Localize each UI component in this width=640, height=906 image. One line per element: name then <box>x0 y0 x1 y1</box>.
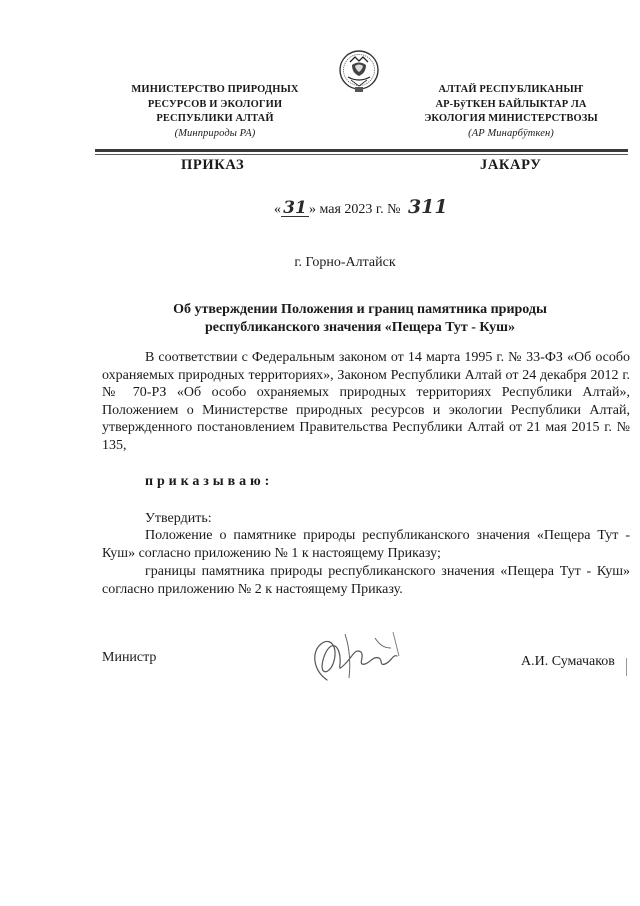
title-line: Об утверждении Положения и границ памятника природы <box>173 302 547 317</box>
ministry-abbreviation: (Минприроды РА) <box>174 127 256 139</box>
ministry-name-line: ЭКОЛОГИЯ МИНИСТЕРСТВОЗЫ <box>424 113 598 124</box>
approval-item: границы памятника природы республиканского значения «Пещера Тут - Куш» согласно приложению № 2 к настоящему Приказу. <box>102 564 630 597</box>
month-year-number-label: мая 2023 г. № <box>316 202 404 217</box>
handwritten-signature <box>305 626 410 686</box>
ministry-name-line: РЕСПУБЛИКИ АЛТАЙ <box>156 113 274 124</box>
order-date-line <box>274 196 448 218</box>
ministry-abbreviation: (АР Минарбÿткен) <box>468 127 554 139</box>
ministry-name-russian <box>108 83 322 141</box>
handwritten-order-number: 311 <box>407 196 448 218</box>
order-directive: приказываю: <box>145 474 274 489</box>
approval-item: Положение о памятнике природы республиканского значения «Пещера Тут - Куш» согласно приложению № 1 к настоящему Приказу; <box>102 528 630 561</box>
order-title-russian: ПРИКАЗ <box>181 157 245 173</box>
republic-altai-coat-of-arms-icon <box>338 49 380 95</box>
ministry-name-line: РЕСУРСОВ И ЭКОЛОГИИ <box>147 98 283 110</box>
ministry-name-line: АЛТАЙ РЕСПУБЛИКАНЫҤ <box>438 84 584 95</box>
ministry-name-line: АР-БÿТКЕН БАЙЛЫКТАР ЛА <box>435 98 587 110</box>
document-title <box>110 301 610 337</box>
signatory-title: Министр <box>102 650 157 665</box>
signatory-name: А.И. Сумачаков <box>521 654 615 669</box>
title-line: республиканского значения «Пещера Тут - Куш» <box>204 320 516 335</box>
header-rule-thick <box>95 149 628 152</box>
ministry-name-altai <box>412 83 610 141</box>
preamble-paragraph: В соответствии с Федеральным законом от 14 марта 1995 г. № 33-ФЗ «Об особо охраняемых природных территориях», Законом Республики Алтай от 24 декабря 2012 г. № 70-РЗ «Об особо охраняемых природных территориях Республики Алтай», Положением о Министерстве природных ресурсов и экологии Республики Алтай, утвержденного постановлением Правительства Республики Алтай от 21 мая 2015 г. № 135, <box>102 350 630 453</box>
city-line: г. Горно-Алтайск <box>294 255 396 270</box>
quote-close: » <box>309 202 316 217</box>
order-title-altai: JАКАРУ <box>480 157 542 173</box>
approve-label: Утвердить: <box>145 511 212 526</box>
quote-open: « <box>274 202 281 217</box>
handwritten-day: 31 <box>281 200 309 217</box>
ministry-name-line: МИНИСТЕРСТВО ПРИРОДНЫХ <box>131 84 299 95</box>
header-rule-thin <box>95 154 628 155</box>
scan-mark <box>626 658 627 676</box>
